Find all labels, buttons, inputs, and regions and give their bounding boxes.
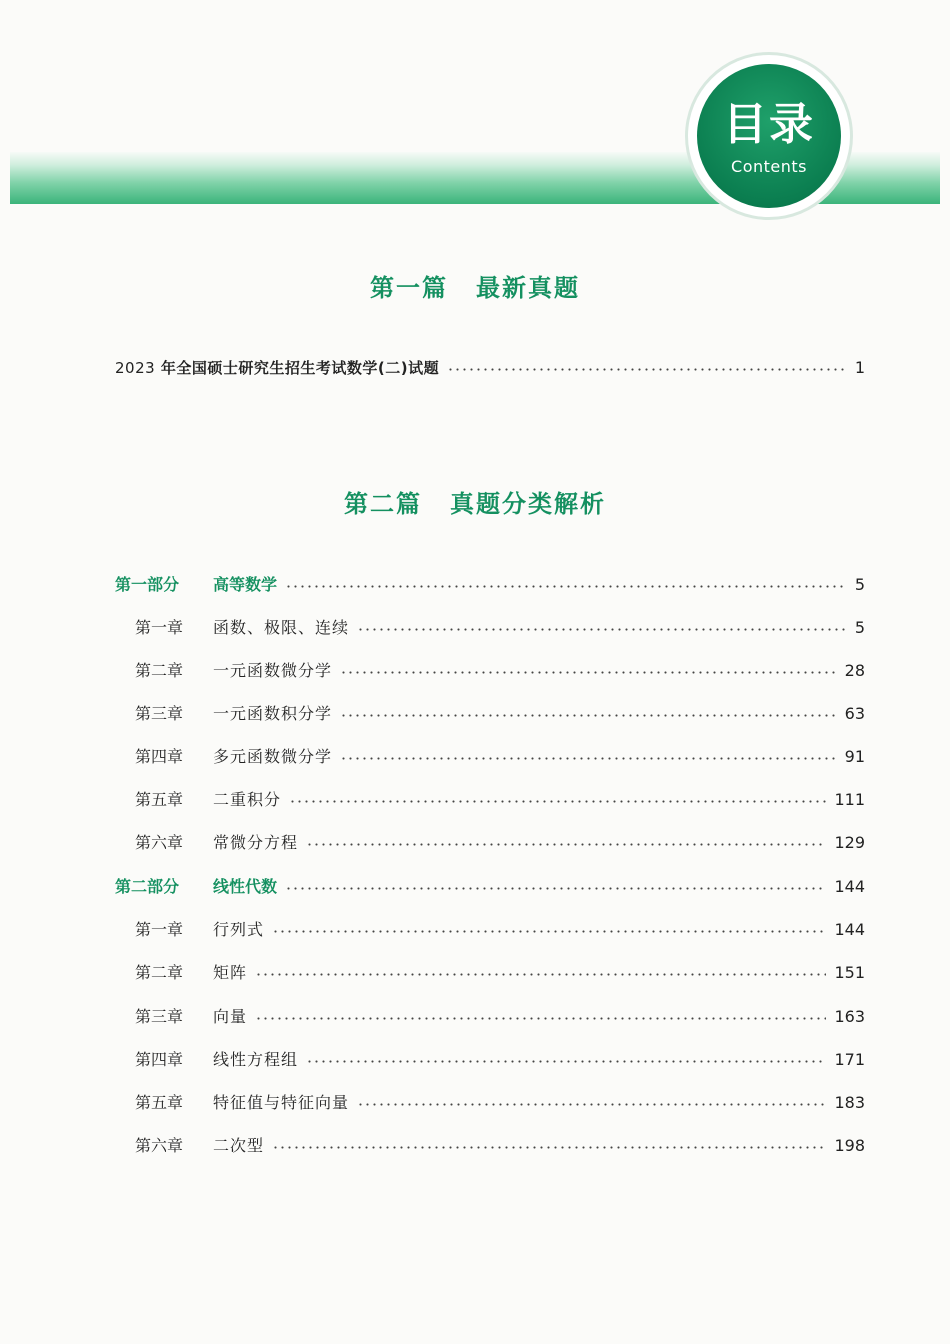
dot-leader xyxy=(285,887,826,890)
toc-entry-title-text: 年全国硕士研究生招生考试数学(二)试题 xyxy=(160,359,440,377)
chapter-page: 63 xyxy=(844,704,865,723)
chapter-label: 第一章 xyxy=(135,618,184,637)
chapter-label: 第二章 xyxy=(135,661,184,680)
chapter-label: 第二章 xyxy=(135,963,184,982)
dot-leader xyxy=(340,757,837,760)
toc-chapter[interactable] xyxy=(115,788,865,812)
dot-leader xyxy=(340,714,837,717)
toc-chapter[interactable] xyxy=(115,616,865,640)
section-page: 5 xyxy=(854,575,865,594)
toc-entry-year: 2023 xyxy=(115,359,156,377)
chapter-title: 特征值与特征向量 xyxy=(213,1093,350,1112)
part1-title xyxy=(0,268,950,303)
toc-section-advanced-math[interactable] xyxy=(115,573,865,597)
contents-badge xyxy=(697,64,841,208)
dot-leader xyxy=(357,1103,826,1106)
chapter-label: 第四章 xyxy=(135,1050,184,1069)
badge-title: 目录 xyxy=(723,99,815,150)
dot-leader xyxy=(255,1017,826,1020)
chapter-title: 向量 xyxy=(213,1007,248,1026)
toc-chapter[interactable] xyxy=(115,1134,865,1158)
chapter-page: 163 xyxy=(834,1007,865,1026)
chapter-page: 111 xyxy=(834,790,865,809)
toc-entry-page: 1 xyxy=(854,358,865,377)
chapter-title: 一元函数积分学 xyxy=(213,704,333,723)
dot-leader xyxy=(306,843,826,846)
part1-title-number: 第一篇 xyxy=(370,273,448,302)
chapter-page: 91 xyxy=(844,747,865,766)
chapter-title: 二重积分 xyxy=(213,790,282,809)
toc-entry-title xyxy=(115,356,439,380)
toc-chapter[interactable] xyxy=(115,1048,865,1072)
chapter-label: 第六章 xyxy=(135,833,184,852)
chapter-page: 5 xyxy=(854,618,865,637)
part2-title xyxy=(0,484,950,519)
toc-chapter[interactable] xyxy=(115,745,865,769)
section-title: 高等数学 xyxy=(213,575,278,594)
chapter-label: 第六章 xyxy=(135,1136,184,1155)
dot-leader xyxy=(357,628,847,631)
part2-title-text: 真题分类解析 xyxy=(450,489,606,518)
section-page: 144 xyxy=(834,877,865,896)
chapter-page: 183 xyxy=(834,1093,865,1112)
dot-leader xyxy=(285,585,847,588)
toc-chapter[interactable] xyxy=(115,1091,865,1115)
chapter-title: 行列式 xyxy=(213,920,265,939)
chapter-label: 第一章 xyxy=(135,920,184,939)
toc-section-linear-algebra[interactable] xyxy=(115,875,865,899)
toc-chapter[interactable] xyxy=(115,918,865,942)
chapter-title: 一元函数微分学 xyxy=(213,661,333,680)
dot-leader xyxy=(272,930,826,933)
dot-leader xyxy=(272,1146,826,1149)
part1-title-text: 最新真题 xyxy=(476,273,580,302)
toc-chapter[interactable] xyxy=(115,702,865,726)
toc-chapter[interactable] xyxy=(115,659,865,683)
dot-leader xyxy=(255,973,826,976)
part2-title-number: 第二篇 xyxy=(344,489,422,518)
dot-leader xyxy=(340,671,837,674)
chapter-page: 144 xyxy=(834,920,865,939)
toc-entry-2023-exam[interactable] xyxy=(115,356,865,380)
badge-subtitle: Contents xyxy=(731,157,807,176)
chapter-label: 第五章 xyxy=(135,1093,184,1112)
section-label: 第一部分 xyxy=(115,575,180,594)
section-title: 线性代数 xyxy=(213,877,278,896)
dot-leader xyxy=(306,1060,826,1063)
chapter-title: 线性方程组 xyxy=(213,1050,299,1069)
chapter-title: 常微分方程 xyxy=(213,833,299,852)
chapter-label: 第五章 xyxy=(135,790,184,809)
chapter-title: 矩阵 xyxy=(213,963,248,982)
chapter-label: 第三章 xyxy=(135,1007,184,1026)
toc-chapter[interactable] xyxy=(115,1005,865,1029)
chapter-page: 129 xyxy=(834,833,865,852)
toc-chapter[interactable] xyxy=(115,961,865,985)
dot-leader xyxy=(447,368,847,371)
toc-chapter[interactable] xyxy=(115,831,865,855)
chapter-title: 多元函数微分学 xyxy=(213,747,333,766)
chapter-page: 151 xyxy=(834,963,865,982)
chapter-title: 函数、极限、连续 xyxy=(213,618,350,637)
section-label: 第二部分 xyxy=(115,877,180,896)
chapter-title: 二次型 xyxy=(213,1136,265,1155)
chapter-label: 第三章 xyxy=(135,704,184,723)
chapter-page: 171 xyxy=(834,1050,865,1069)
chapter-page: 198 xyxy=(834,1136,865,1155)
dot-leader xyxy=(289,800,826,803)
chapter-label: 第四章 xyxy=(135,747,184,766)
chapter-page: 28 xyxy=(844,661,865,680)
